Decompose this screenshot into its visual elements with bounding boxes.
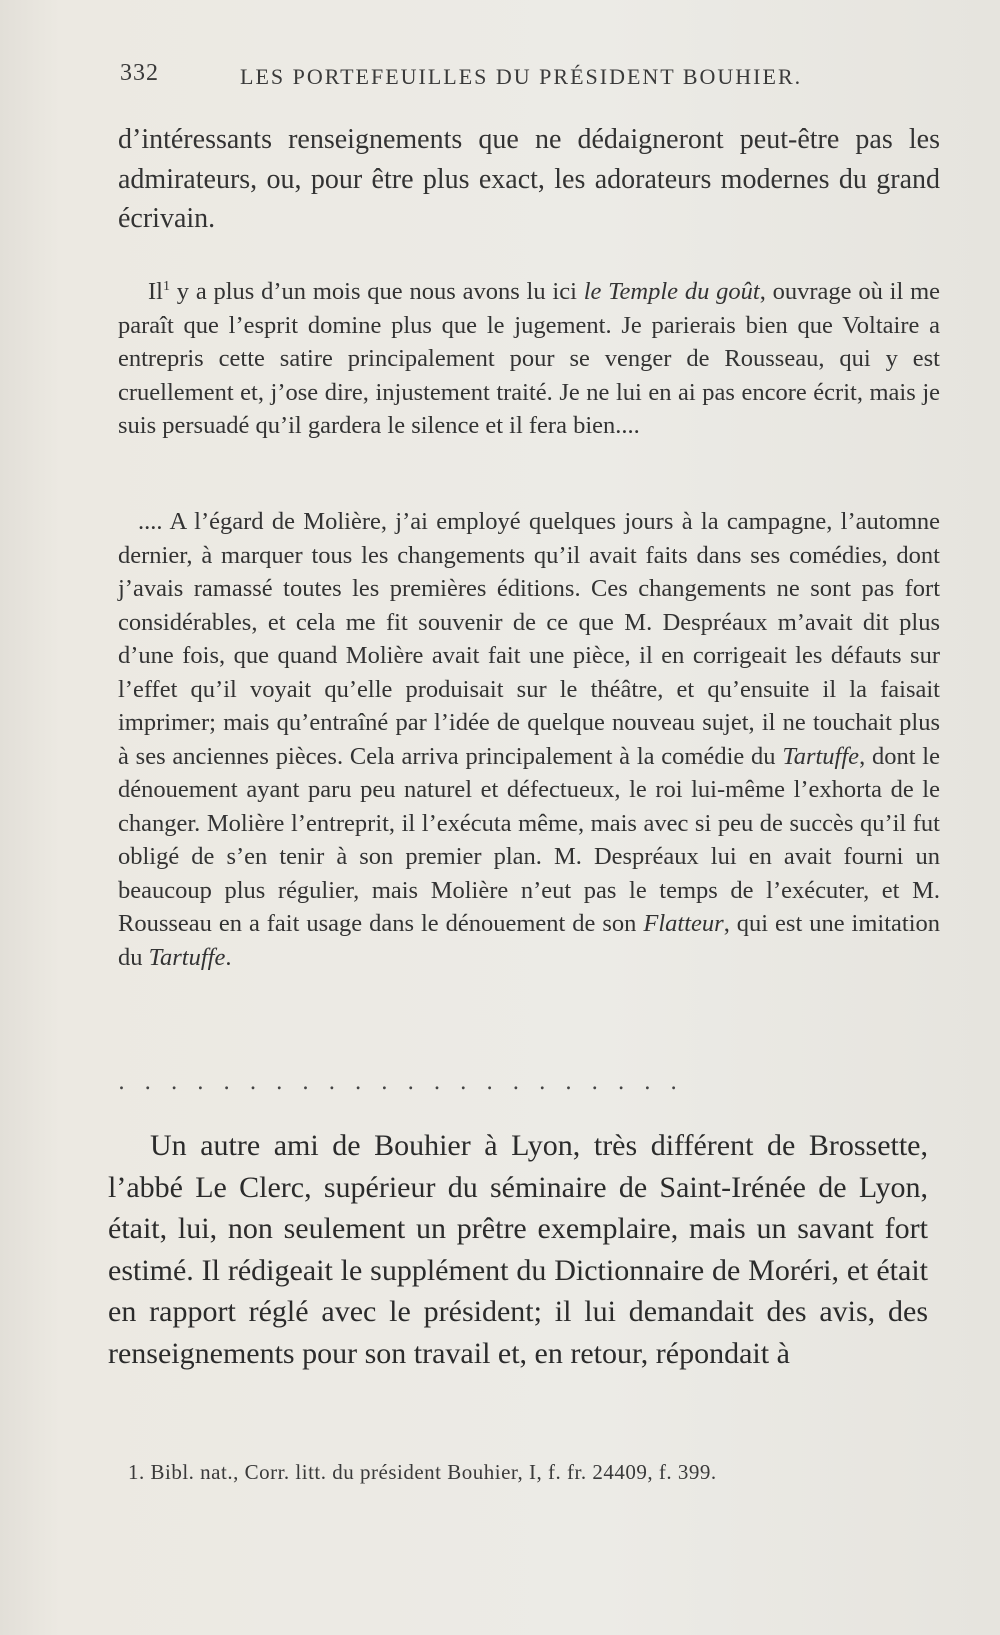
ellipsis-row: ...................... [118, 1070, 697, 1095]
quote-paragraph-3 [118, 505, 940, 974]
quote-text-part: , dont le dénouement ayant paru peu naturel et défectueux, le roi lui-même l’exhorta de le changer. Molière l’entreprit, il l’exécuta même, mais avec si peu de succès qu’il fut obligé de s’en tenir à son premier plan. M. Despréaux lui en avait fourni un beaucoup plus régulier, mais Molière n’eut pas le temps de l’exécuter, et M. Rousseau en a fait usage dans le dénouement de son [118, 742, 940, 937]
work-title: le Temple du goût [583, 278, 760, 306]
quote-text: d’intéressants renseignements que ne dédaigneront peut-être pas les admirateurs, ou, pour être plus exact, les adorateurs modernes du grand écrivain. [118, 124, 940, 234]
quote-paragraph-1 [118, 120, 940, 239]
work-title: Tartuffe [782, 742, 860, 770]
footnote-ref: 1 [162, 279, 170, 294]
body-text: Un autre ami de Bouhier à Lyon, très différent de Brossette, l’abbé Le Clerc, supérieur du séminaire de Saint-Irénée de Lyon, était, lui, non seulement un prêtre exemplaire, mais un savant fort estimé. Il rédigeait le supplément du Dictionnaire de Moréri, et était en rapport réglé avec le président; il lui demandait des avis, des renseignements pour son travail et, en retour, répondait à [108, 1129, 928, 1370]
main-paragraph [108, 1125, 928, 1374]
page-number: 332 [120, 60, 159, 86]
running-title: LES PORTEFEUILLES DU PRÉSIDENT BOUHIER. [240, 64, 803, 89]
footnote: 1. Bibl. nat., Corr. litt. du président Bouhier, I, f. fr. 24409, f. 399. [128, 1460, 717, 1484]
quote-text [118, 270, 940, 443]
quote-text-part: , qui est une imitation du [118, 910, 940, 971]
quote-text-part: , ouvrage où il me paraît que l’esprit domine plus que le jugement. Je parierais bien que Voltaire a entrepris cette satire principalement pour se venger de Rousseau, qui y est cruellement et, j’ose dire, injustement traité. Je ne lui en ai pas encore écrit, mais je suis persuadé qu’il gardera le silence et il fera bien.... [118, 278, 941, 440]
quote-text [118, 505, 940, 974]
quote-text-part: .... A l’égard de Molière, j’ai employé quelques jours à la campagne, l’automne dernier, à marquer tous les changements qu’il avait faits dans ses comédies, dont j’avais ramassé toutes les premières éditions. Ces changements ne sont pas fort considérables, et cela me fit souvenir de ce que M. Despréaux m’avait dit plus d’une fois, que quand Molière avait fait une pièce, il en corrigeait les défauts sur l’effet qu’il voyait qu’elle produisait sur le théâtre, et qu’ensuite il la faisait imprimer; mais qu’entraîné par l’idée de quelque nouveau sujet, il ne touchait plus à ses anciennes pièces. Cela arriva principalement à la comédie du [118, 508, 940, 770]
quote-text-part: . [225, 943, 232, 971]
work-title: Flatteur [643, 910, 724, 937]
para-lead: Il [148, 278, 163, 306]
quote-text-part: y a plus d’un mois que nous avons lu ici [169, 278, 584, 306]
work-title: Tartuffe [148, 943, 226, 971]
quote-paragraph-2 [118, 270, 940, 443]
